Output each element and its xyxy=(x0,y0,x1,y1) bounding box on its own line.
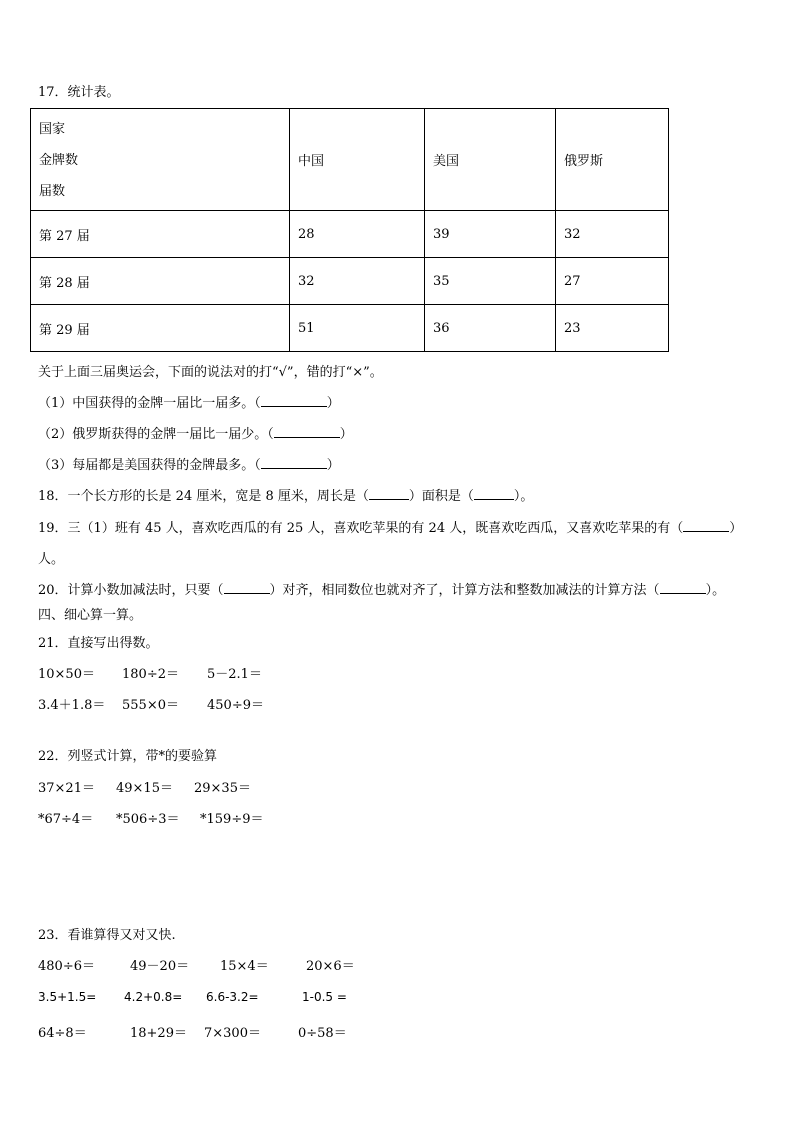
row-label: 第 27 届 xyxy=(31,211,290,258)
q22-expr: 29×35＝ xyxy=(194,781,251,796)
q23-expr: 64÷8＝ xyxy=(38,1026,87,1041)
table-cell: 35 xyxy=(425,258,556,305)
q19 xyxy=(38,522,742,535)
corner-label-country: 国家 xyxy=(39,122,66,137)
item-text: （3）每届都是美国获得的金牌最多。（ xyxy=(38,458,261,473)
q20-text-2: ）对齐，相同数位也就对齐了，计算方法和整数加减法的计算方法（ xyxy=(269,583,660,598)
q23-expr: 480÷6＝ xyxy=(38,959,95,974)
q22-expr: 37×21＝ xyxy=(38,781,95,796)
answer-blank[interactable] xyxy=(261,406,327,407)
q21-title: 21．直接写出得数。 xyxy=(38,636,159,651)
answer-blank-perimeter[interactable] xyxy=(369,499,409,500)
table-row xyxy=(31,211,669,258)
table-cell: 51 xyxy=(290,305,425,352)
q17-item-1 xyxy=(38,397,340,410)
q23-expr: 0÷58＝ xyxy=(298,1026,347,1041)
q21-expr: 3.4＋1.8＝ xyxy=(38,698,106,713)
q22-expr: *506÷3＝ xyxy=(116,812,180,827)
q20-text-1: 20．计算小数加减法时，只要（ xyxy=(38,583,224,598)
q22-expr: 49×15＝ xyxy=(116,781,173,796)
answer-blank[interactable] xyxy=(274,437,340,438)
table-cell: 23 xyxy=(556,305,669,352)
q22-title: 22．列竖式计算，带*的要验算 xyxy=(38,749,218,764)
q23-expr: 49－20＝ xyxy=(130,959,190,974)
column-header-russia: 俄罗斯 xyxy=(556,109,669,211)
item-close: ） xyxy=(326,458,340,473)
q23-expr: 7×300＝ xyxy=(204,1026,261,1041)
q17-instruction: 关于上面三届奥运会，下面的说法对的打“√”，错的打“×”。 xyxy=(38,365,383,380)
answer-blank[interactable] xyxy=(683,531,729,532)
q22-expr: *159÷9＝ xyxy=(200,812,264,827)
table-cell: 32 xyxy=(290,258,425,305)
table-corner-header xyxy=(31,109,290,211)
corner-label-games: 届数 xyxy=(39,184,66,199)
table-cell: 27 xyxy=(556,258,669,305)
q21-expr: 555×0＝ xyxy=(122,698,179,713)
column-header-usa: 美国 xyxy=(425,109,556,211)
statistics-table xyxy=(30,108,669,352)
q23-expr: 15×4＝ xyxy=(220,959,269,974)
table-cell: 36 xyxy=(425,305,556,352)
answer-blank[interactable] xyxy=(261,468,327,469)
q18-text-2: ）面积是（ xyxy=(408,489,474,504)
table-row xyxy=(31,258,669,305)
column-header-china: 中国 xyxy=(290,109,425,211)
answer-blank[interactable] xyxy=(224,593,270,594)
table-cell: 28 xyxy=(290,211,425,258)
q18-text-3: ）。 xyxy=(513,489,534,504)
q21-expr: 10×50＝ xyxy=(38,667,95,682)
q23-expr: 4.2+0.8= xyxy=(124,990,183,1004)
q19-line-2: 人。 xyxy=(38,552,65,567)
q21-expr: 450÷9＝ xyxy=(207,698,264,713)
item-text: （2）俄罗斯获得的金牌一届比一届少。（ xyxy=(38,427,274,442)
row-label: 第 28 届 xyxy=(31,258,290,305)
q19-text-1: 19．三（1）班有 45 人，喜欢吃西瓜的有 25 人，喜欢吃苹果的有 24 人，既喜欢吃西瓜，又喜欢吃苹果的有（ xyxy=(38,521,684,536)
q18-text-1: 18．一个长方形的长是 24 厘米，宽是 8 厘米，周长是（ xyxy=(38,489,369,504)
item-close: ） xyxy=(326,396,340,411)
corner-label-medals: 金牌数 xyxy=(39,153,79,168)
q23-expr: 20×6＝ xyxy=(306,959,355,974)
q23-title: 23．看谁算得又对又快. xyxy=(38,928,176,943)
q20-text-3: ）。 xyxy=(705,583,726,598)
q17-item-2 xyxy=(38,428,353,441)
item-close: ） xyxy=(339,427,353,442)
q20 xyxy=(38,584,725,597)
table-cell: 39 xyxy=(425,211,556,258)
table-row xyxy=(31,305,669,352)
q22-expr: *67÷4＝ xyxy=(38,812,94,827)
answer-blank[interactable] xyxy=(660,593,706,594)
q18 xyxy=(38,490,533,503)
q21-expr: 180÷2＝ xyxy=(122,667,179,682)
q23-expr: 1-0.5 = xyxy=(302,990,347,1004)
table-cell: 32 xyxy=(556,211,669,258)
q21-expr: 5－2.1＝ xyxy=(207,667,262,682)
answer-blank-area[interactable] xyxy=(474,499,514,500)
q23-expr: 6.6-3.2= xyxy=(206,990,259,1004)
q17-item-3 xyxy=(38,459,340,472)
row-label: 第 29 届 xyxy=(31,305,290,352)
item-text: （1）中国获得的金牌一届比一届多。（ xyxy=(38,396,261,411)
q23-expr: 18+29＝ xyxy=(130,1026,187,1041)
q19-text-2: ） xyxy=(729,521,743,536)
q23-expr: 3.5+1.5= xyxy=(38,990,97,1004)
q17-title: 17．统计表。 xyxy=(38,85,120,100)
section-heading: 四、细心算一算。 xyxy=(38,608,143,623)
